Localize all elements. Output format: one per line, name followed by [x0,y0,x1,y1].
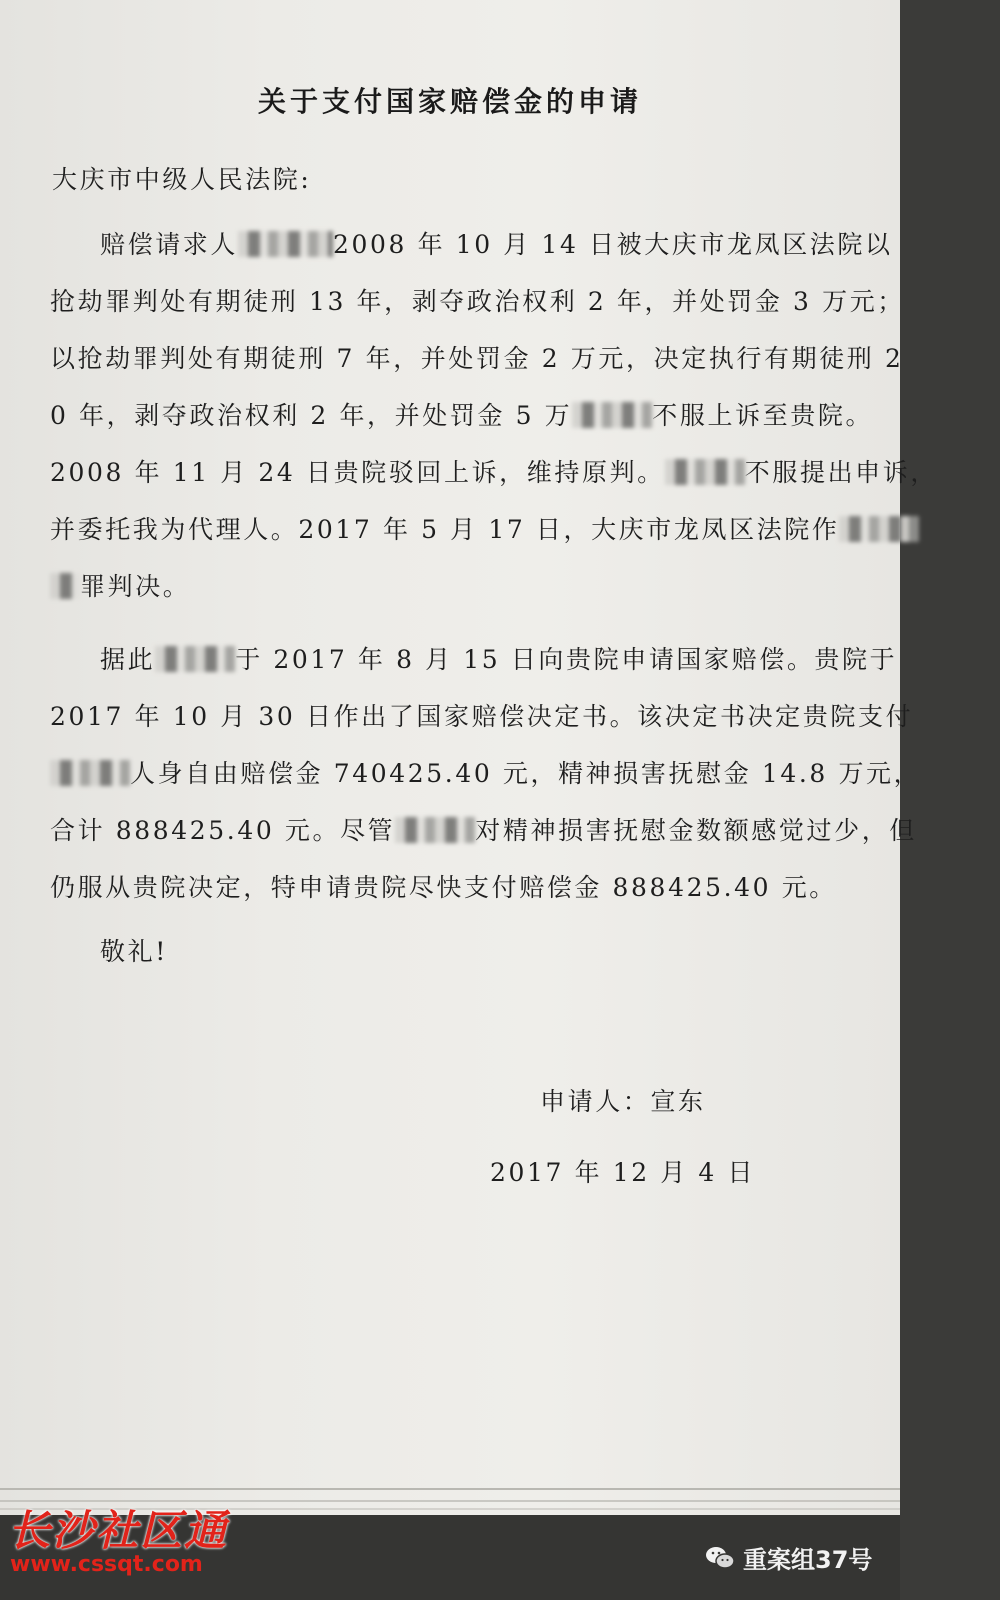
p1-line-1 [100,225,1000,261]
p2-line-4 [50,811,950,847]
p2-l1a: 据此 [100,645,156,674]
document-date: 2017 年 12 月 4 日 [490,1158,756,1187]
p1-line-7 [50,567,950,603]
redacted-name [155,646,235,672]
p1-line-3: 以抢劫罪判处有期徒刑 7 年，并处罚金 2 万元，决定执行有期徒刑 2 [50,344,904,373]
p1-line-2: 抢劫罪判处有期徒刑 13 年，剥夺政治权利 2 年，并处罚金 3 万元； [50,287,905,316]
salutation: 大庆市中级人民法院: [52,165,312,194]
p1-line-4 [50,396,950,432]
p1-l5a: 2008 年 11 月 24 日贵院驳回上诉，维持原判。 [50,458,665,487]
p1-line-5 [50,453,950,489]
p2-l4b: 对精神损害抚慰金数额感觉过少，但 [475,816,917,845]
p2-line-1 [100,640,1000,676]
redacted-name [238,231,333,257]
p1-line-6 [50,510,950,546]
wechat-icon [705,1545,735,1571]
watermark-account-name: 重案组37号 [743,1546,873,1574]
redacted-name [665,459,745,485]
redacted-name [395,817,475,843]
p1-l1b: 2008 年 10 月 14 日被大庆市龙凤区法院以 [333,230,893,259]
p1-l1a: 赔偿请求人 [100,230,239,259]
p1-l5b: 不服提出申诉， [744,458,938,487]
p2-l4a: 合计 888425.40 元。尽管 [50,816,396,845]
p1-l4b: 不服上诉至贵院。 [652,401,874,430]
applicant-signature: 申请人：宣东 [540,1087,706,1116]
redacted-text [50,573,80,599]
sheet-edge [0,1488,900,1490]
watermark-url: www.cssqt.com [10,1552,203,1577]
watermark-brand: 长沙社区通 [8,1506,229,1555]
redacted-name [50,760,130,786]
redacted-text [839,516,919,542]
p2-line-2: 2017 年 10 月 30 日作出了国家赔偿决定书。该决定书决定贵院支付 [50,702,914,731]
document-title: 关于支付国家赔偿金的申请 [257,85,642,118]
closing: 敬礼! [100,937,168,966]
p1-l4a: 0 年，剥夺政治权利 2 年，并处罚金 5 万 [50,401,573,430]
p2-l3b: 人身自由赔偿金 740425.40 元，精神损害抚慰金 14.8 万元， [130,759,922,788]
p1-l7b: 罪判决。 [80,572,191,601]
p2-line-3 [50,754,950,790]
p1-l6a: 并委托我为代理人。2017 年 5 月 17 日，大庆市龙凤区法院作 [50,515,840,544]
p2-l1b: 于 2017 年 8 月 15 日向贵院申请国家赔偿。贵院于 [235,645,898,674]
redacted-name [572,402,652,428]
p2-line-5: 仍服从贵院决定，特申请贵院尽快支付赔偿金 888425.40 元。 [50,873,837,902]
watermark-account [705,1540,872,1575]
